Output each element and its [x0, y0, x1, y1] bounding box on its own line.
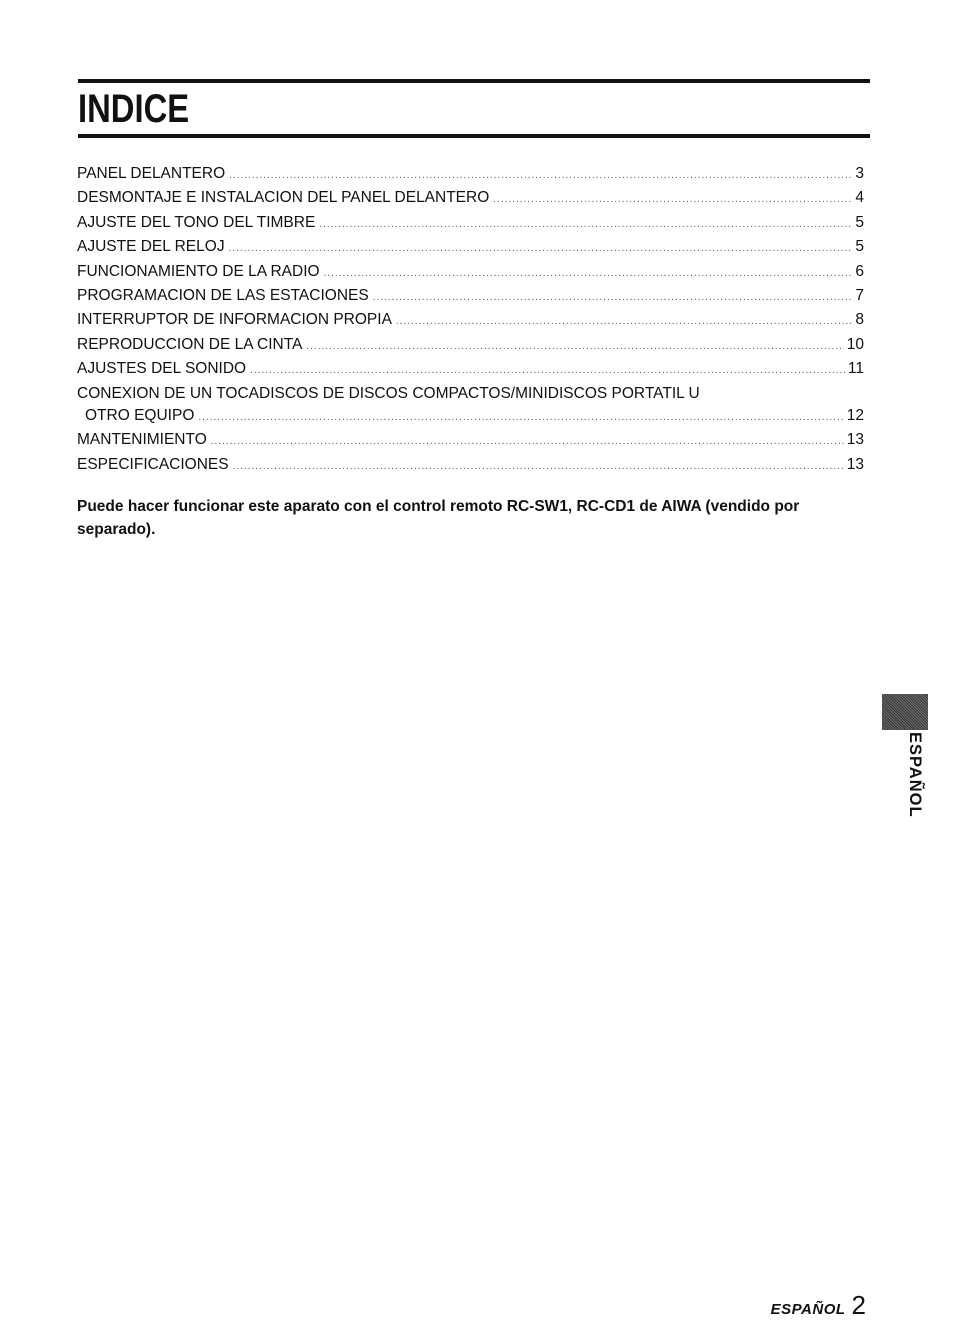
toc-entry-title: INTERRUPTOR DE INFORMACION PROPIA	[77, 311, 392, 329]
toc-page-number: 7	[855, 287, 864, 305]
toc-entry[interactable]	[77, 285, 864, 309]
toc-entry-title: PROGRAMACION DE LAS ESTACIONES	[77, 287, 369, 305]
toc-entry-title: AJUSTE DEL TONO DEL TIMBRE	[77, 213, 316, 231]
toc-dot-leader	[306, 336, 843, 358]
toc-entry[interactable]	[77, 212, 864, 236]
table-of-contents	[77, 163, 864, 478]
language-tab-marker	[882, 694, 928, 730]
toc-entry[interactable]	[77, 236, 864, 260]
toc-entry[interactable]	[77, 454, 864, 478]
toc-page-number: 8	[855, 311, 864, 329]
toc-entry-wrapped-title[interactable]: CONEXION DE UN TOCADISCOS DE DISCOS COMPACTOS/MINIDISCOS PORTATIL U	[77, 384, 700, 402]
toc-dot-leader	[319, 214, 852, 236]
toc-entry-title: ESPECIFICACIONES	[77, 455, 229, 473]
toc-entry-title: AJUSTES DEL SONIDO	[77, 360, 247, 378]
language-tab-label: ESPAÑOL	[906, 732, 924, 818]
toc-entry[interactable]	[77, 334, 864, 358]
remote-control-note: Puede hacer funcionar este aparato con el control remoto RC-SW1, RC-CD1 de AIWA (vendido por separado).	[77, 498, 800, 538]
toc-dot-leader	[229, 238, 853, 260]
toc-entry[interactable]	[77, 429, 864, 453]
title-rule-top	[78, 79, 870, 83]
toc-entry-title: REPRODUCCION DE LA CINTA	[77, 335, 303, 353]
toc-page-number: 13	[846, 431, 864, 449]
toc-entry-title: AJUSTE DEL RELOJ	[77, 238, 225, 256]
footer-page-number: 2	[851, 1290, 866, 1320]
toc-entry[interactable]	[77, 187, 864, 211]
page-footer	[771, 1290, 866, 1321]
toc-page-number: 12	[846, 407, 864, 425]
toc-dot-leader	[211, 431, 844, 453]
toc-page-number: 5	[855, 213, 864, 231]
toc-entry-title: MANTENIMIENTO	[77, 431, 207, 449]
toc-entry-title: DESMONTAJE E INSTALACION DEL PANEL DELANTERO	[77, 189, 490, 207]
page-title: INDICE	[78, 87, 190, 131]
toc-dot-leader	[198, 407, 843, 429]
toc-page-number: 6	[855, 262, 864, 280]
toc-page-number: 10	[846, 335, 864, 353]
toc-entry[interactable]	[77, 309, 864, 333]
toc-page-number: 13	[846, 455, 864, 473]
toc-dot-leader	[396, 311, 852, 333]
toc-entry[interactable]	[77, 163, 864, 187]
toc-entry[interactable]	[77, 405, 864, 429]
toc-dot-leader	[233, 456, 844, 478]
toc-dot-leader	[324, 263, 853, 285]
toc-dot-leader	[250, 360, 845, 382]
toc-page-number: 11	[847, 360, 864, 378]
toc-dot-leader	[373, 287, 853, 309]
toc-entry[interactable]	[77, 358, 864, 382]
toc-entry-title: PANEL DELANTERO	[77, 165, 226, 182]
toc-page-number: 3	[855, 165, 864, 182]
toc-dot-leader	[493, 189, 852, 211]
footer-language: ESPAÑOL	[770, 1301, 846, 1318]
toc-page-number: 5	[855, 238, 864, 256]
toc-entry[interactable]	[77, 261, 864, 285]
toc-entry-title: FUNCIONAMIENTO DE LA RADIO	[77, 262, 320, 280]
title-rule-bottom	[78, 134, 870, 138]
toc-entry-title: OTRO EQUIPO	[85, 407, 195, 425]
toc-page-number: 4	[855, 189, 864, 207]
toc-dot-leader	[229, 165, 852, 187]
